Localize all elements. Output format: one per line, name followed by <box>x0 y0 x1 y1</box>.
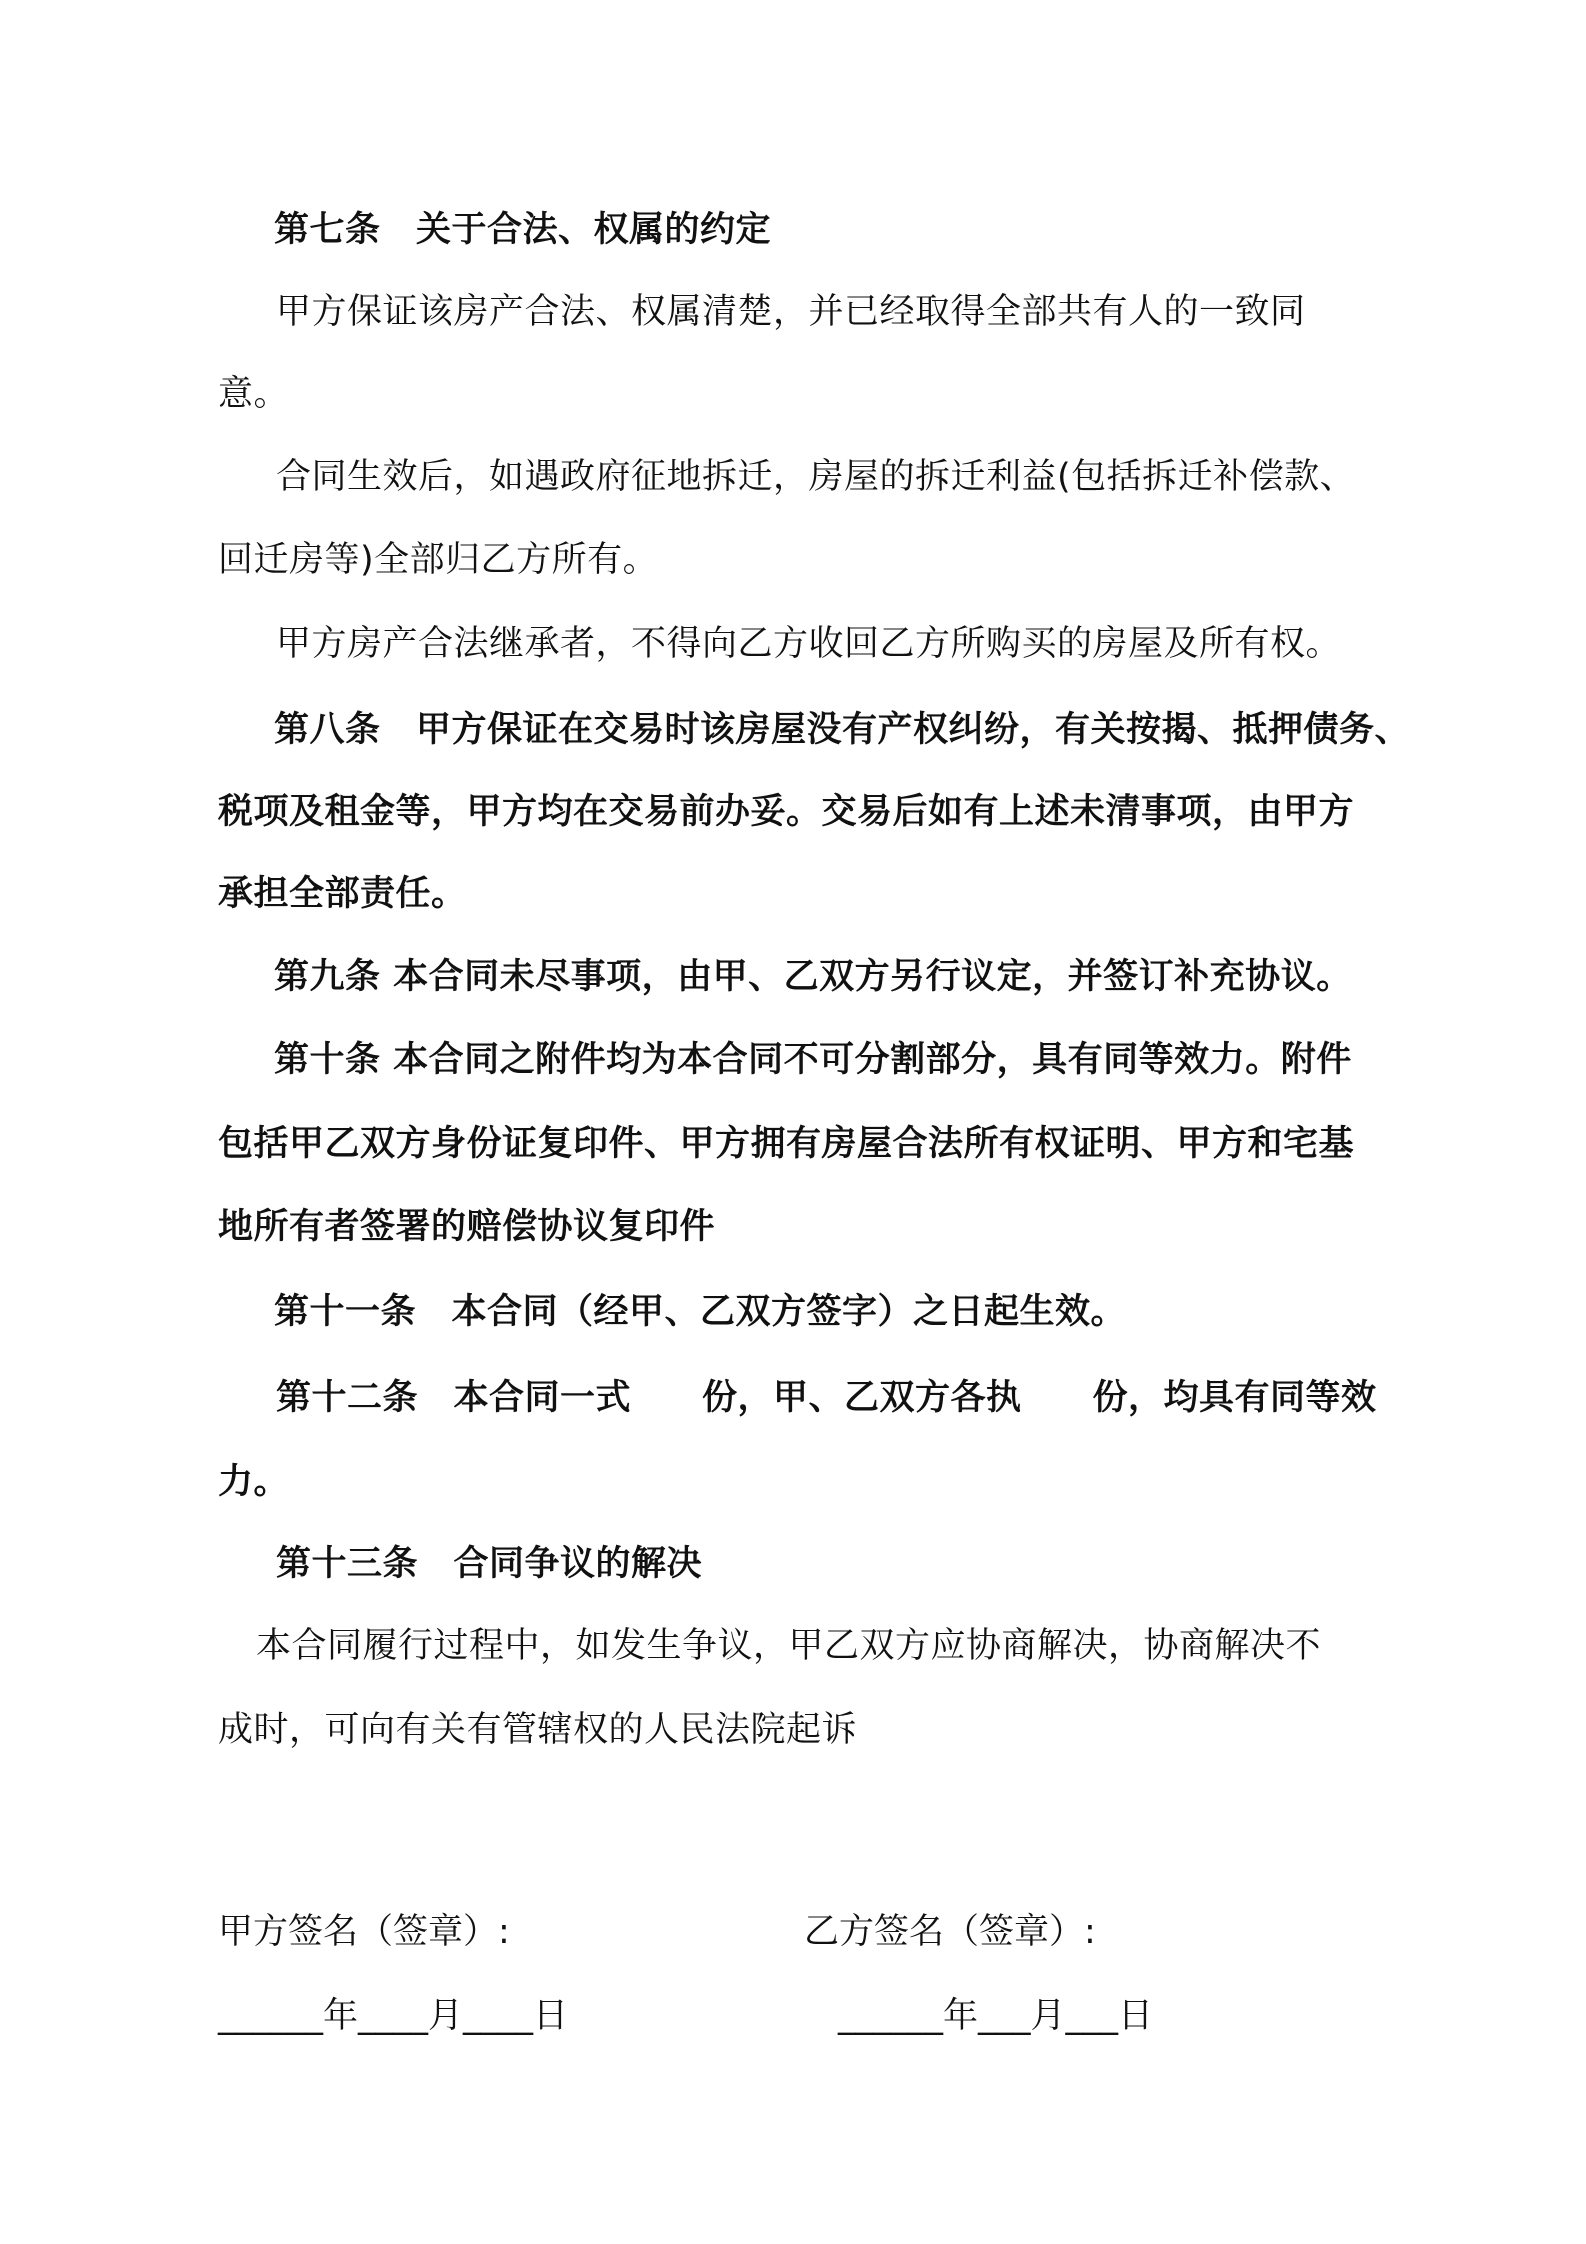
article-7-paragraph-3-line-1: 甲方房产合法继承者，不得向乙方收回乙方所购买的房屋及所有权。 <box>276 624 1342 664</box>
article-13-heading: 第十三条 合同争议的解决 <box>276 1544 703 1584</box>
article-10-line-1: 第十条 本合同之附件均为本合同不可分割部分，具有同等效力。附件 <box>274 1040 1352 1080</box>
article-10-line-3: 地所有者签署的赔偿协议复印件 <box>218 1207 716 1247</box>
party-a-signature-label: 甲方签名（签章）: <box>218 1912 510 1952</box>
article-10-line-2: 包括甲乙双方身份证复印件、甲方拥有房屋合法所有权证明、甲方和宅基 <box>218 1124 1355 1164</box>
party-b-signature-label: 乙方签名（签章）: <box>804 1912 1096 1952</box>
article-9-line-1: 第九条 本合同未尽事项，由甲、乙双方另行议定，并签订补充协议。 <box>274 957 1352 997</box>
article-12-line-1: 第十二条 本合同一式 份，甲、乙双方各执 份，均具有同等效 <box>276 1378 1377 1418</box>
article-13-line-1: 本合同履行过程中，如发生争议，甲乙双方应协商解决，协商解决不 <box>256 1626 1322 1666</box>
article-8-line-2: 税项及租金等，甲方均在交易前办妥。交易后如有上述未清事项，由甲方 <box>218 792 1355 832</box>
article-13-line-2: 成时，可向有关有管辖权的人民法院起诉 <box>218 1710 858 1750</box>
article-7-paragraph-2-line-2: 回迁房等)全部归乙方所有。 <box>218 540 659 580</box>
party-a-date-line: ______年____月____日 <box>218 1996 569 2036</box>
article-8-line-1: 第八条 甲方保证在交易时该房屋没有产权纠纷，有关按揭、抵押债务、 <box>274 710 1411 750</box>
article-7-paragraph-2-line-1: 合同生效后，如遇政府征地拆迁，房屋的拆迁利益(包括拆迁补偿款、 <box>276 457 1356 497</box>
article-7-paragraph-1-line-2: 意。 <box>218 374 290 414</box>
article-12-line-2: 力。 <box>218 1462 290 1502</box>
article-7-heading: 第七条 关于合法、权属的约定 <box>274 210 772 250</box>
party-b-date-line: ______年___月___日 <box>838 1996 1154 2036</box>
article-8-line-3: 承担全部责任。 <box>218 874 467 914</box>
article-7-paragraph-1-line-1: 甲方保证该房产合法、权属清楚，并已经取得全部共有人的一致同 <box>276 292 1306 332</box>
article-11-line-1: 第十一条 本合同（经甲、乙双方签字）之日起生效。 <box>274 1292 1127 1332</box>
